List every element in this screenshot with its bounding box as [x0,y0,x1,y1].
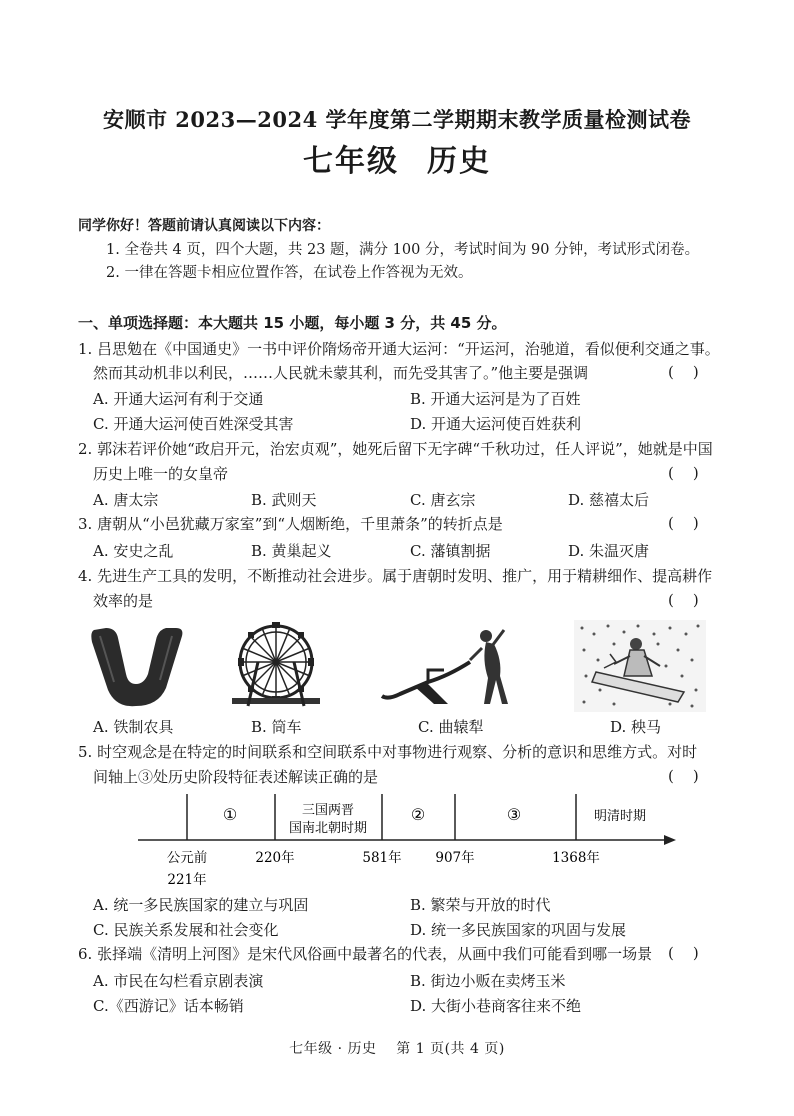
timeline-segment-southern-northern: 国南北朝时期 [288,821,368,836]
timeline-segment-1: ① [222,805,238,824]
option-c: C. 开通大运河使百姓深受其害 [93,415,294,433]
question-stem: 历史上唯一的女皇帝 [93,465,229,483]
option-d: D. 朱温灭唐 [568,542,650,560]
timeline-segment-three-kingdoms: 三国两晋 [301,803,355,818]
timeline-label-221bc-line2: 221年 [167,872,207,888]
answer-paren: ( ) [668,767,699,785]
option-c: C. 民族关系发展和社会变化 [93,921,279,939]
subject-label: 历史 [427,144,491,179]
timeline [130,790,690,894]
timeline-label-220: 220年 [255,850,295,866]
timeline-arrow [664,835,676,845]
timeline-label-221bc-line1: 公元前 [166,850,208,866]
subject-heading [0,136,794,180]
image-caption-c: C. 曲辕犁 [418,718,484,736]
notice-heading: 同学你好！答题前请认真阅读以下内容： [78,218,330,234]
option-d: D. 慈禧太后 [568,491,650,509]
question-stem: 1. 吕思勉在《中国通史》一书中评价隋炀帝开通大运河：“开运河，治驰道，看似便利交通之事。 [78,340,720,358]
question-stem: 5. 时空观念是在特定的时间联系和空间联系中对事物进行观察、分析的意识和思维方式。对时 [78,743,698,761]
option-c: C. 藩镇割据 [410,542,491,560]
question-stem: 4. 先进生产工具的发明，不断推动社会进步。属于唐朝时发明、推广，用于精耕细作、提高耕作 [78,567,713,585]
waterwheel-image [228,620,324,712]
image-caption-d: D. 秧马 [610,718,662,736]
option-b: B. 繁荣与开放的时代 [410,896,551,914]
question-stem: 然而其动机非以利民，……人民就未蒙其利，而先受其害了。”他主要是强调 [93,364,589,382]
curved-plough-image [378,620,528,710]
answer-paren: ( ) [668,944,699,962]
grade-label: 七年级 [303,144,399,179]
exam-title: 安顺市 2023—2024 学年度第二学期期末教学质量检测试卷 [102,107,691,132]
timeline-label-1368: 1368年 [552,850,600,866]
notice-item: 2. 一律在答题卡相应位置作答，在试卷上作答视为无效。 [106,265,473,281]
answer-paren: ( ) [668,514,699,532]
option-c: C. 唐玄宗 [410,491,476,509]
option-a: A. 开通大运河有利于交通 [93,390,264,408]
question-stem: 6. 张择端《清明上河图》是宋代风俗画中最著名的代表，从画中我们可能看到哪一场景 [78,945,653,963]
image-caption-a: A. 铁制农具 [93,718,174,736]
option-b: B. 开通大运河是为了百姓 [410,390,581,408]
answer-paren: ( ) [668,363,699,381]
timeline-label-907: 907年 [435,850,475,866]
timeline-segment-2: ② [410,805,426,824]
timeline-segment-3: ③ [506,805,522,824]
option-c: C.《西游记》话本畅销 [93,997,244,1015]
option-b: B. 街边小贩在卖烤玉米 [410,972,566,990]
rice-seedling-horse-image [574,620,706,712]
question-stem: 间轴上③处历史阶段特征表述解读正确的是 [93,768,379,786]
image-caption-b: B. 筒车 [251,718,302,736]
option-d: D. 大街小巷商客往来不绝 [410,997,582,1015]
timeline-label-581: 581年 [362,850,402,866]
answer-paren: ( ) [668,591,699,609]
question-stem: 2. 郭沫若评价她“政启开元，治宏贞观”，她死后留下无字碑“千秋功过，任人评说”，她就是中国 [78,440,713,458]
option-b: B. 黄巢起义 [251,542,332,560]
option-a: A. 唐太宗 [93,491,159,509]
option-a: A. 市民在勾栏看京剧表演 [93,972,264,990]
notice-item: 1. 全卷共 4 页，四个大题，共 23 题，满分 100 分，考试时间为 90 分钟，考试形式闭卷。 [106,242,700,258]
timeline-segment-ming-qing: 明清时期 [593,809,647,824]
page-footer: 七年级 · 历史 第 1 页(共 4 页) [289,1041,505,1057]
question-stem: 效率的是 [93,592,154,610]
option-d: D. 统一多民族国家的巩固与发展 [410,921,627,939]
option-a: A. 统一多民族国家的建立与巩固 [93,896,309,914]
question-stem: 3. 唐朝从“小邑犹藏万家室”到“人烟断绝，千里萧条”的转折点是 [78,515,503,533]
option-a: A. 安史之乱 [93,542,174,560]
option-d: D. 开通大运河使百姓获利 [410,415,582,433]
option-b: B. 武则天 [251,491,317,509]
section-heading: 一、单项选择题：本大题共 15 小题，每小题 3 分，共 45 分。 [78,314,507,332]
iron-tool-image [86,620,186,710]
answer-paren: ( ) [668,464,699,482]
